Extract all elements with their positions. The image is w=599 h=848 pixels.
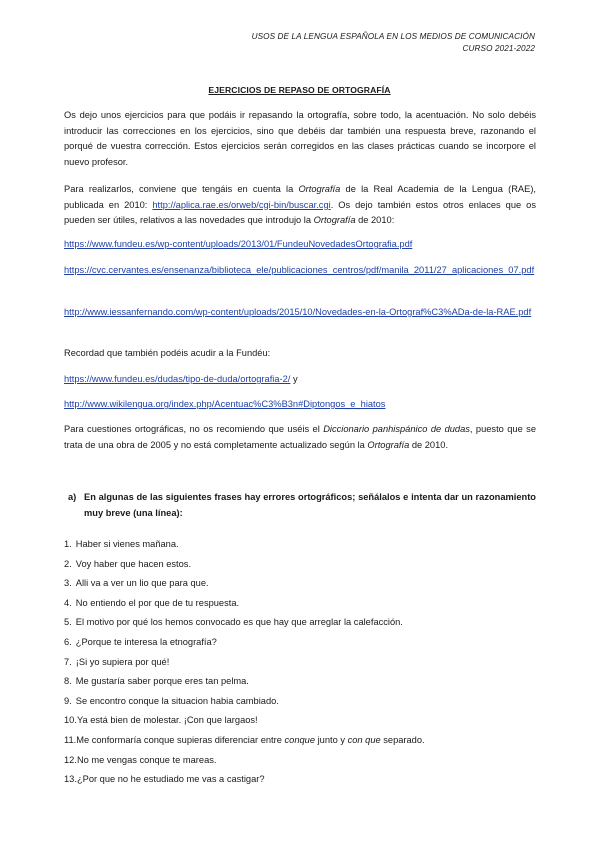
resource-link-fundeu xyxy=(64,237,536,253)
link-fundeu-ortografia[interactable]: https://www.fundeu.es/dudas/tipo-de-duda/ortografia-2/ xyxy=(64,374,291,384)
item-text: Se encontro conque la situacion habia cambiado. xyxy=(75,695,279,706)
item-text: Haber si vienes mañana. xyxy=(75,539,179,549)
item-text: Ya está bien de molestar. ¡Con que largaos! xyxy=(76,715,258,726)
rae-text-b: Ortografía xyxy=(298,184,341,194)
resource-link-cervantes xyxy=(64,263,536,279)
item-text-e: separado. xyxy=(380,734,425,745)
dpd-paragraph xyxy=(64,422,536,453)
header-course-title: USOS DE LA LENGUA ESPAÑOLA EN LOS MEDIOS DE COMUNICACIÓN xyxy=(251,32,535,41)
dpd-text-e: de 2010. xyxy=(409,439,449,450)
list-item xyxy=(64,772,536,792)
link-wikilengua[interactable]: http://www.wikilengua.org/index.php/Acentuac%C3%B3n#Diptongos_e_hiatos xyxy=(64,399,386,409)
exercise-label: a) xyxy=(68,492,77,502)
dpd-text-a: Para cuestiones ortográficas, no os recomiendo que uséis el xyxy=(64,424,324,434)
list-item xyxy=(64,596,536,616)
item-text: ¡Si yo supiera por qué! xyxy=(75,656,170,667)
list-item xyxy=(64,674,536,694)
list-item xyxy=(64,557,536,577)
item-number: 2. xyxy=(64,558,72,569)
item-number: 5. xyxy=(64,617,72,628)
item-number: 9. xyxy=(64,695,72,706)
list-item xyxy=(64,576,536,596)
item-text: Me gustaría saber porque eres tan pelma. xyxy=(75,676,249,687)
rae-text-d: . Os dejo también estos otros enlaces que os pueden ser útiles, relativos a las novedades que introdujo la xyxy=(64,199,536,226)
header-course-year: CURSO 2021-2022 xyxy=(462,44,535,53)
list-item xyxy=(64,655,536,675)
item-text-b: conque xyxy=(284,734,316,745)
link-iessanfernando[interactable]: http://www.iessanfernando.com/wp-content/uploads/2015/10/Novedades-en-la-Ortograf%C3%ADa-de-la-RAE.pdf xyxy=(64,307,532,317)
document-header xyxy=(252,31,535,55)
item-text: El motivo por qué los hemos convocado es que hay que arreglar la calefacción. xyxy=(75,617,403,628)
item-number: 8. xyxy=(64,676,72,687)
rae-text-c: de la Real Academia de la Lengua (RAE), publicada en 2010: xyxy=(64,184,536,210)
intro-paragraph: Os dejo unos ejercicios para que podáis ir repasando la ortografía, sobre todo, la acentuación. No solo debéis introducir las correcciones en los ejercicios, sino que debéis dar también una respuesta breve, razonando el porqué de vuestra corrección. Estos ejercicios serán corregidos en las clases prácticas cuando se incorpore el nuevo profesor. xyxy=(64,110,536,167)
rae-link[interactable]: http://aplica.rae.es/orweb/cgi-bin/buscar.cgi xyxy=(152,199,331,210)
item-number: 4. xyxy=(64,597,72,608)
list-item xyxy=(64,537,536,557)
item-number: 12. xyxy=(64,754,77,765)
item-text: ¿Porque te interesa la etnografía? xyxy=(75,636,217,647)
item-text-d: con que xyxy=(347,734,381,745)
item-text: Alli va a ver un lio que para que. xyxy=(75,578,209,589)
list-item xyxy=(64,635,536,655)
rae-text-a: Para realizarlos, conviene que tengáis en cuenta la xyxy=(64,184,299,194)
item-number: 13. xyxy=(64,774,77,785)
rae-text-e: Ortografía xyxy=(313,215,356,226)
exercise-heading xyxy=(64,490,536,521)
item-number: 1. xyxy=(64,539,72,549)
item-number: 7. xyxy=(64,656,72,667)
item-text-a: Me conformaría conque supieras diferenciar entre xyxy=(76,734,285,745)
page-title: EJERCICIOS DE REPASO DE ORTOGRAFÍA xyxy=(208,85,391,95)
item-text: No entiendo el por que de tu respuesta. xyxy=(75,597,240,608)
dpd-text-c: , puesto que se trata de una obra de 2005 y no está completamente actualizado según la xyxy=(64,424,537,450)
list-item xyxy=(64,713,536,733)
list-item xyxy=(64,753,536,773)
rae-text-f: de 2010: xyxy=(355,215,395,226)
exercise-instructions: En algunas de las siguientes frases hay errores ortográficos; señálalos e intenta dar un razonamiento muy breve (una línea): xyxy=(84,492,536,518)
rae-paragraph xyxy=(64,182,536,229)
resource-link-iessanfernando xyxy=(64,305,536,321)
wikilengua-link-line xyxy=(64,397,536,413)
item-number: 3. xyxy=(64,578,72,589)
link-fundeu-novedades[interactable]: https://www.fundeu.es/wp-content/uploads/2013/01/FundeuNovedadesOrtografia.pdf xyxy=(64,239,413,249)
item-text: No me vengas conque te mareas. xyxy=(76,754,217,765)
item-number: 6. xyxy=(64,636,72,647)
item-number: 10. xyxy=(64,715,77,726)
link-connector: y xyxy=(290,374,298,384)
list-item xyxy=(64,615,536,635)
item-text: Voy haber que hacen estos. xyxy=(75,558,192,569)
fundeu-paragraph: Recordad que también podéis acudir a la Fundéu: xyxy=(64,348,271,358)
item-text: ¿Por que no he estudiado me vas a castigar? xyxy=(76,774,265,785)
list-item xyxy=(64,694,536,714)
list-item xyxy=(64,733,536,753)
link-cervantes-manila[interactable]: https://cvc.cervantes.es/ensenanza/biblioteca_ele/publicaciones_centros/pdf/manila_2011/27_aplicaciones_07.pdf xyxy=(64,265,535,275)
fundeu-link-line xyxy=(64,372,536,388)
exercise-list xyxy=(64,537,536,792)
item-number: 11. xyxy=(64,734,77,745)
dpd-text-d: Ortografía xyxy=(367,439,410,450)
item-text-c: junto y xyxy=(315,734,348,745)
dpd-text-b: Diccionario panhispánico de dudas xyxy=(323,424,470,434)
